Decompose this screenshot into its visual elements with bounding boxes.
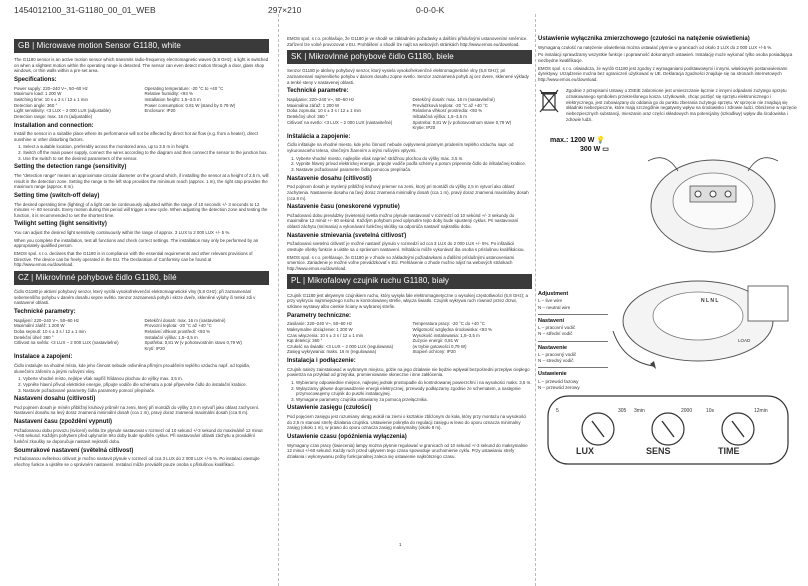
gb-twilight-text: You can adjust the desired light sensitivity continuously within the range of approx. 3 LUX to 2 000 LUX +/- 5 %. <box>14 230 231 236</box>
mounting-drawing <box>598 261 798 371</box>
pl-twilight-heading: Ustawienie wyłącznika zmierzchowego (czułości na natężenie oświetlenia) <box>538 36 750 42</box>
spec-line: Temperatura pracy: -20 °C do +40 °C <box>412 321 485 327</box>
legend-heading-sk: Nastavenie <box>538 344 568 351</box>
legend-item: L – live wire <box>538 298 563 304</box>
spec-line: Provozní teplota: -20 °C až +40 °C <box>144 323 212 329</box>
pl-range-text: Pod pojęciem zasięgu jest rozumiany okrąg wokół na ziemi o kształcie zbliżonym do koła, który przy montażu na wysokości do 2,5 m stanowi strefę działania czujnika. Ustawienie pokrętła do regulacji zasięgu w lewo do oporu oznacza minimalny zasięg (około 1 m), w prawo do oporu oznacza zasięg maksymalny (około 8 m). <box>287 414 527 431</box>
knob-label-lux: LUX <box>576 446 594 457</box>
pl-install-steps <box>287 380 532 403</box>
spec-line: Napájení: 220–240 V~, 50–60 Hz <box>14 317 80 323</box>
spec-line: Detection angle: 360 ° <box>14 102 58 108</box>
knob-label-time: TIME <box>718 446 740 457</box>
terminal-block-label: N L N L <box>701 298 719 305</box>
spec-line: Prevádzková teplota: -20 °C až +40 °C <box>412 102 488 108</box>
pl-install-text: Czujnik należy zainstalować w wybranym miejscu, gdzie na jego działanie nie będzie wpływał bezpośredni przepływ ciepłego powietrza na przykład od grzejnika, promieniowanie słoneczne i inne zakłócenia. <box>287 366 530 378</box>
spec-line: Spotreba: 0,81 W (v pohotovostnom stave 0,79 W) <box>412 119 512 125</box>
spec-line: Maximální zátěž: 1 200 W <box>14 323 65 329</box>
list-item: 1. Vyberte vhodné místo, nejlépe však napříč hlídanou plochou do výšky max. 3,5 m. <box>23 376 269 382</box>
cz-twilight-heading: Soumrakové nastavení (světelná citlivost) <box>14 447 134 454</box>
knob-panel <box>543 391 793 471</box>
section-title-gb: GB | Microwave motion Sensor G1180, white <box>14 39 269 53</box>
legend-heading-pl: Ustawienie <box>538 371 567 378</box>
weee-text: Zgodnie z przepisami Ustawy o ZSEiE zabronione jest umieszczanie łącznie z innymi odpadami zużytego sprzętu oznakowanego symbolem przekreślonego kosza. Użytkownik, chcąc pozbyć się sprzętu elektronicznego i elektrycznego, jest zobowiązany do oddania go do punktu zbierania zużytego sprzętu. W sprzęcie nie znajdują się składniki niebezpieczne, które mają szczególnie negatywny wpływ na środowisko i zdrowie ludzi. Obniżenie w sprzęcie niebezpiecznych substancji, mieszanin oraz części składowych ma potencjalny (szkodliwy) wpływ dla środowiska i zdrowie ludzi. <box>566 88 797 122</box>
spec-line: Detekčný uhol: 360 ° <box>287 113 328 119</box>
time-min-label: 10s <box>706 408 715 415</box>
print-header <box>0 0 808 18</box>
column-gb-cz <box>14 36 269 470</box>
gb-declaration: EMOS spol. s r.o. declares that the G1180 is in compliance with the essential requirements and other relevant provisions of Directive. The device can be freely operated in the EU. The Declaration of Conformity can be found at http://www.emos.eu/download. <box>14 250 253 268</box>
cz-declaration: EMOS spol. s r.o. prohlašuje, že G1180 je ve shodě se základními požadavky a dalšími příslušnými ustanoveními směrnice. Zařízení lze volně provozovat v EU. Prohlášení o shodě lze najít na webových stránkách http://www.emos.eu/download. <box>287 36 528 47</box>
legend-item: L – pracovný vodič <box>538 352 577 358</box>
pl-declaration: EMOS spol. s r.o. oświadcza, że wyrób G1180 jest zgodny z wymaganiami podstawowymi i innymi, właściwymi postanowieniami dyrektywy. Urządzenie można bez ograniczeń użytkować w UE. Deklaracja zgodności znajduje się na stronach internetowych http://www.emos.eu/download. <box>538 65 788 82</box>
cz-time-heading: Nastavení času (zpoždění vypnutí) <box>14 419 113 426</box>
cz-range-heading: Nastavení dosahu (citlivosti) <box>14 396 96 403</box>
legend-item: N – neutral wire <box>538 304 571 310</box>
gb-twilight-text-2: When you complete the installation, test all functions and check correct settings. The installation may only be performed by an appropriately qualified person. <box>14 237 259 249</box>
crossed-bin-icon <box>538 88 560 114</box>
cz-spec-heading: Technické parametry: <box>14 308 76 315</box>
spec-line: Doba zopnutia: 10 s ± 3 s / 12 ± 1 min <box>287 108 361 114</box>
list-item: 1. Select a suitable location, preferably across the monitored area, up to 3.5 m in height. <box>23 144 269 150</box>
spec-line: Maximálna záťaž: 1 200 W <box>287 102 340 108</box>
spec-line: Zasięg wykrywania: maks. 16 m (regulowana) <box>287 349 377 355</box>
cz-twilight-text: Požadovanou světelnou citlivost je možno nastavit plynule v rozmezí od cca 3 LUX do 2 000 LUX +/-5 %. Po instalaci otestujte všechny funkce a ujistěte se o správném nastavení. Instalaci může provádět pouze osoba s příslušnou kvalifikací. <box>14 456 260 467</box>
spec-line: Zasilanie: 220–240 V~, 50–60 Hz <box>287 321 353 327</box>
sk-range-text: Pod pojmom dosah je myslený približný kruhový priemer na zemi, ktorý pri montáži do výšky 2,5 m vytvorí ako oblasť zachytenia. Nastavenie dosahu na ľavý doraz znamená minimálny dosah (cca 1 m), pravý doraz znamená maximálny dosah (cca 8 m). <box>287 184 529 201</box>
document-code: 1454012100_31-G1180_00_01_WEB <box>14 5 156 15</box>
list-item: 3. Nastavte požadované parametre čidla pomocou prepínača. <box>296 167 532 173</box>
cz-spec-table <box>14 318 269 352</box>
cz-install-heading: Instalace a zapojení: <box>14 354 73 361</box>
spec-line: Maximum load: 1 200 W <box>14 91 62 97</box>
spec-line: Czułość na światło: <3 LUX – 2 000 LUX (regulowana) <box>287 343 394 349</box>
bulb-icon: 💡 <box>596 137 606 145</box>
spec-line: Napájanie: 220–240 V~, 50–60 Hz <box>287 97 355 103</box>
legend-item: L – pracovní vodič <box>538 325 576 331</box>
max-load-label: max.: <box>550 137 569 145</box>
gb-install-steps <box>14 144 269 161</box>
spec-line: Switching time: 10 s ± 3 s / 12 ± 1 min <box>14 97 88 103</box>
spec-line: Power supply: 220–240 V~, 50–60 Hz <box>14 85 88 91</box>
gb-twilight-heading: Twilight setting (light sensitivity) <box>14 221 107 228</box>
sensor-device-drawing <box>618 131 798 261</box>
spec-line: Detekční úhel: 360 ° <box>14 334 54 340</box>
spec-line: Maksymalne obciążenie: 1 200 W <box>287 326 353 332</box>
gb-range-text: The "detection range" means an approximate circular diameter on the ground which, if installing the sensor at a height of 2.5 m, will result in the detection zone. Setting the range to the left stop provides the minimum reach (approx. 1 m), the right stop provides the maximum range (approx. 8 m). <box>14 173 269 190</box>
legend-heading-cz: Nastavení <box>538 317 564 324</box>
legend-item: N – střední vodič <box>538 331 573 337</box>
list-item: 3. Use the switch to set the desired parameters of the sensor. <box>23 156 269 162</box>
knob-label-sens: SENS <box>646 446 671 457</box>
pl-spec-heading: Parametry techniczne: <box>287 312 352 319</box>
max-load-1: 1200 W <box>570 137 595 145</box>
pl-intro: Czujnik G1180 jest aktywnym czujnikiem ruchu, który wysyła fale elektromagnetyczne o wysokiej częstotliwości (5,8 GHz); a przy wykryciu najmniejszego ruchu w kontrolowanej strefie, włącza światło. Czujnik wykrywa ruch również przez drzwi, szklane wystawy albo cienkie ściany w wybranej strefie. <box>287 292 529 309</box>
pl-time-heading: Ustawienie czasu (opóźnienia wyłączenia) <box>287 433 407 440</box>
list-item: 3. Nastavte požadované parametry čidla parametry pomocí přepínače. <box>23 388 269 394</box>
spec-line: Doba sepnutí: 10 s ± 3 s / 12 ± 1 min <box>14 328 86 334</box>
pl-twilight-text: Wymaganą czułość na natężenie oświetlenia można ustawiać płynnie w granicach od około 3 LUX do 2 000 LUX +/-5 %. <box>538 44 773 50</box>
spec-line: Enclosure: IP20 <box>144 108 176 114</box>
spec-line: Detekčný dosah: max. 16 m (nastaviteľné) <box>412 97 495 103</box>
color-marks: 0-0-0-K <box>416 5 445 15</box>
column-pl-diagram <box>538 36 798 486</box>
list-item: 1. Vyberte vhodné miesto, najlepšie však naprieč strážnou plochou do výšky max. 3,5 m. <box>296 156 532 162</box>
legend-item: N – stredný vodič <box>538 358 574 364</box>
sk-time-heading: Nastavenie času (oneskorené vypnutie) <box>287 204 400 211</box>
gb-spec-table <box>14 86 269 120</box>
spec-line: Detection range: max. 16 m (adjustable) <box>14 113 93 119</box>
list-item: 3. Wymagane parametry czujnika ustawiamy za pomocą przełącznika. <box>296 397 532 403</box>
spec-line: Citlivost na světlo: <3 LUX – 2 000 LUX (nastavitelné) <box>14 340 119 346</box>
gb-install-text: Install the sensor in a suitable place where its performance will not be affected by direct hot air flow (e.g. from a heater), direct sunshine or other disturbing factors. <box>14 131 258 142</box>
column-sk-pl <box>287 36 532 462</box>
spec-line: Light sensitivity: <3 LUX – 2 000 LUX (adjustable) <box>14 108 111 114</box>
sens-max-label: 2000 <box>681 408 693 415</box>
sk-install-heading: Inštalácia a zapojenie: <box>287 133 351 140</box>
sk-install-text: Čidlo inštalujte na vhodné miesto, kde jeho činnosť nebude ovplyvnená priamym prúdením teplého vzduchu napr. od vykurovacieho telesa, slnečným žiarením a inými rušivými vplyvmi. <box>287 142 514 154</box>
list-item: 1. Wybieramy odpowiednie miejsce, najlepiej jednak prostopadle do kontrolowanej powierzchni i na wysokości maks. 3,5 m. <box>296 380 532 386</box>
sk-twilight-text: Požadovanú svetelnú citlivosť je možné nastaviť plynulo v rozmedzí od cca 3 LUX do 2 000 LUX +/- 5%. Po inštalácii otestujte všetky funkcie a uistite sa o správnom nastavení. Inštaláciu môže vykonávať iba osoba s príslušnou kvalifikáciou. <box>287 241 525 252</box>
pl-twilight-text-2: Po instalacji sprawdzamy wszystkie funkcje i poprawność dokonanych ustawień. Instalację może wykonać tylko osoba posiadająca niezbędne kwalifikacje. <box>538 52 793 63</box>
cz-install-steps <box>14 376 269 393</box>
sk-time-text: Požadovanú dobu prevádzky (svietenia) svetla možno plynule nastavovať v rozmedzí od 10 sekúnd +/- 3 sekundy do maximálne 12 minút +/- 60 sekúnd. Každým pohybom pred uplynutím tejto doby bude spustený cyklus. Pri nastavovaní oblasti záchytu (snímania) a vykonávaní funkčnej skúšky sa odporúča nastaviť najkratšiu dobu. <box>287 212 519 230</box>
spec-line: Wysokość instalowania: 1,5–3,5 m <box>412 332 480 338</box>
section-title-sk: SK | Mikrovlnné pohybové čidlo G1180, biele <box>287 50 532 64</box>
spec-line: Relatívna vlhkosť prostredia: <93 % <box>412 108 483 114</box>
sk-range-heading: Nastavenie dosahu (citlivosti) <box>287 175 372 182</box>
spec-line: (w trybie gotowości 0,79 W) <box>412 343 467 349</box>
pl-range-heading: Ustawienie zasięgu (czułości) <box>287 405 372 412</box>
spec-line: Spotřeba: 0,81 W (v pohotovostním stavu 0,79 W) <box>144 340 242 346</box>
pl-spec-table <box>287 321 532 355</box>
sk-spec-heading: Technické parametre: <box>287 88 349 95</box>
page-number: 1 <box>399 542 402 547</box>
gb-intro: The G1180 sensor is an active motion sensor which transmits radio-frequency electromagnetic waves (5.8 GHz); a light is switched on when a slightest motion within the operating range is detected. The sensor can even detect motion through a door, glass shop windows, or thin walls within a pre-set area. <box>14 57 269 74</box>
sk-spec-table <box>287 97 532 131</box>
load-tag: LOAD <box>738 338 751 344</box>
legend-item: N – przewód zerowy <box>538 385 580 390</box>
time-max-label: 12min <box>754 408 768 415</box>
spec-line: Installation height: 1.5–3.5 m <box>144 97 201 103</box>
sk-twilight-heading: Nastavenie stmievania (svetelná citlivosť) <box>287 232 407 239</box>
weee-notice <box>538 88 798 122</box>
gb-range-heading: Setting the detection range (sensitivity) <box>14 164 127 171</box>
cz-intro: Čidlo G1180 je aktivní pohybový senzor, který vysílá vysokofrekvenční elektromagnetické vlny (5,8 GHz); při zaznamenání sebemenšího pohybu v daném dosahu sepne světlo. Senzor zaznamená pohyb i skrze dveře, skleněné výlohy či tenké zdi v nastavené oblasti. <box>14 289 256 306</box>
fluorescent-icon: ▭ <box>602 146 609 154</box>
section-title-cz: CZ | Mikrovlnné pohybové čidlo G1180, bílé <box>14 271 269 285</box>
spec-line: Stopień ochrony: IP20 <box>412 349 456 355</box>
spec-line: Wilgotność względna środowiska: <93 % <box>412 326 492 332</box>
legend-item: L – przewód fazowy <box>538 378 579 384</box>
pl-install-heading: Instalacja i podłączenie: <box>287 358 356 364</box>
fold-line-left <box>278 14 279 586</box>
cz-time-text: Požadovanou dobu provozu (svícení) světla lze plynule nastavovat v rozmezí od 10 sekund +/-3 sekund do maximálně 12 minut +/-60 sekund. Každým pohybem před uplynutím této doby bude spuštěn cyklus. Při nastavování oblasti záchytu a provádění funkční zkoušky se doporučuje nastavit nejkratší dobu. <box>14 427 263 445</box>
spec-line: Zużycie energii: 0,81 W <box>412 338 459 344</box>
spec-line: Power consumption: 0.81 W (stand by 0.79 W) <box>144 102 236 108</box>
lux-max-label: 305 <box>618 408 627 415</box>
list-item: 2. Wyłączamy główne doprowadzenie energii elektrycznej, przewody podłączamy zgodnie ze schematem, a następnie przymocowujemy czujnik do puszki instalacyjnej. <box>296 386 532 397</box>
spec-line: Czas włączenia: 10 s ± 3 s / 12 ± 1 min <box>287 332 364 338</box>
wire-legend <box>538 291 613 391</box>
sk-intro: Senzor G1180 je aktívny pohybový senzor, ktorý vysiela vysokofrekvenčné elektromagnetické vlny (5,8 GHz); pri zaznamenaní najmenšieho pohybu v danom dosahu zopne svetlo. Senzor zaznamená pohyb aj cez dvere, sklenené výklady a tenké steny v nastavenej oblasti. <box>287 68 529 85</box>
cz-range-text: Pod pojmem dosah je míněn přibližný kruhový průměr na zemi, který při montáži do výšky 2,5 m vytvoří jako oblast zachycení. Nastavení dosahu na levý doraz znamená minimální dosah (cca 1 m), pravý doraz znamená maximální dosah (cca 8 m). <box>14 404 260 416</box>
spec-line: Kąt detekcji: 360 ° <box>287 338 323 344</box>
spec-line: Citlivosť na svetlo: <3 LUX – 2 000 LUX (nastaviteľné) <box>287 119 393 125</box>
page-size: 297×210 <box>268 5 302 15</box>
gb-spec-heading: Specifications: <box>14 77 57 84</box>
fold-line-right <box>535 14 536 586</box>
spec-line: Relativní vlhkost prostředí: <93 % <box>144 328 211 334</box>
sk-install-steps <box>287 156 532 173</box>
spec-line: Operating temperature: -20 °C to +40 °C <box>144 85 224 91</box>
max-load <box>550 136 609 154</box>
list-item: 2. Switch off the main power supply, connect the wires according to the diagram and then connect the sensor to the junction box. <box>23 150 269 156</box>
pl-time-text: Wymagany czas pracy (świecenia) lampy można płynnie regulować w granicach od 10 sekund +/-3 sekund do maksymalnie 12 minut +/-60 sekund. Każdy ruch przed upływem tego czasu spowoduje uruchomienie cyklu. Przy ustawianiu strefy działania i wykonywaniu próby funkcjonalnej zaleca się ustawienie najkrótszego czasu. <box>287 442 528 459</box>
list-item: 2. Vypněte hlavní přívod elektrické energie, připojte vodiče dle schématu a poté připevněte čidlo do instalační krabice. <box>23 382 269 388</box>
section-title-pl: PL | Mikrofalowy czujnik ruchu G1180, biały <box>287 274 532 288</box>
gb-time-heading: Setting time (switch-off delay) <box>14 192 100 199</box>
list-item: 2. Vypnite hlavný prívod elektrickej energie, pripojte vodiče podľa schémy a potom pripevnite čidlo do inštalačnej krabice. <box>296 161 532 167</box>
spec-line: Instalační výška: 1,5–3,5 m <box>144 334 198 340</box>
cz-install-text: Čidlo instalujte na vhodné místo, kde jeho činnost nebude ovlivněna přímým prouděním teplého vzduchu např. od topidla, slunečním zářením a jinými rušivými vlivy. <box>14 363 251 374</box>
sk-declaration: EMOS spol. s r.o. prehlasuje, že G1180 je v zhode so základnými požiadavkami a ďalšími príslušnými ustanoveniami smernice. Zariadenie je možné voľne prevádzkovať v EÚ. Prehlásenie o zhode možno nájsť na webových stránkach http://www.emos.eu/download. <box>287 254 515 271</box>
gb-time-text: The desired operating time (lighting) of a light can be continuously adjusted within the range of 10 seconds +/- 3 seconds to 12 minutes +/- 60 seconds. Every motion during this period will trigger a new cycle. When adjusting the detection zone and testing the function, it is recommended to set the shortest time. <box>14 201 268 218</box>
legend-heading-en: Adjustment <box>538 291 569 297</box>
lux-min-label: 5 <box>556 408 559 415</box>
spec-line: Inštalačná výška: 1,5–3,5 m <box>412 113 467 119</box>
spec-line: Detekční dosah: max. 16 m (nastavitelné) <box>144 317 226 323</box>
spec-line: Krytie: IP20 <box>412 125 436 131</box>
sens-min-label: 3min <box>634 408 645 415</box>
spec-line: Relative humidity: <93 % <box>144 91 193 97</box>
gb-install-heading: Installation and connection: <box>14 122 94 129</box>
spec-line: Krytí: IP20 <box>144 345 165 351</box>
max-load-2: 300 W <box>580 146 601 154</box>
